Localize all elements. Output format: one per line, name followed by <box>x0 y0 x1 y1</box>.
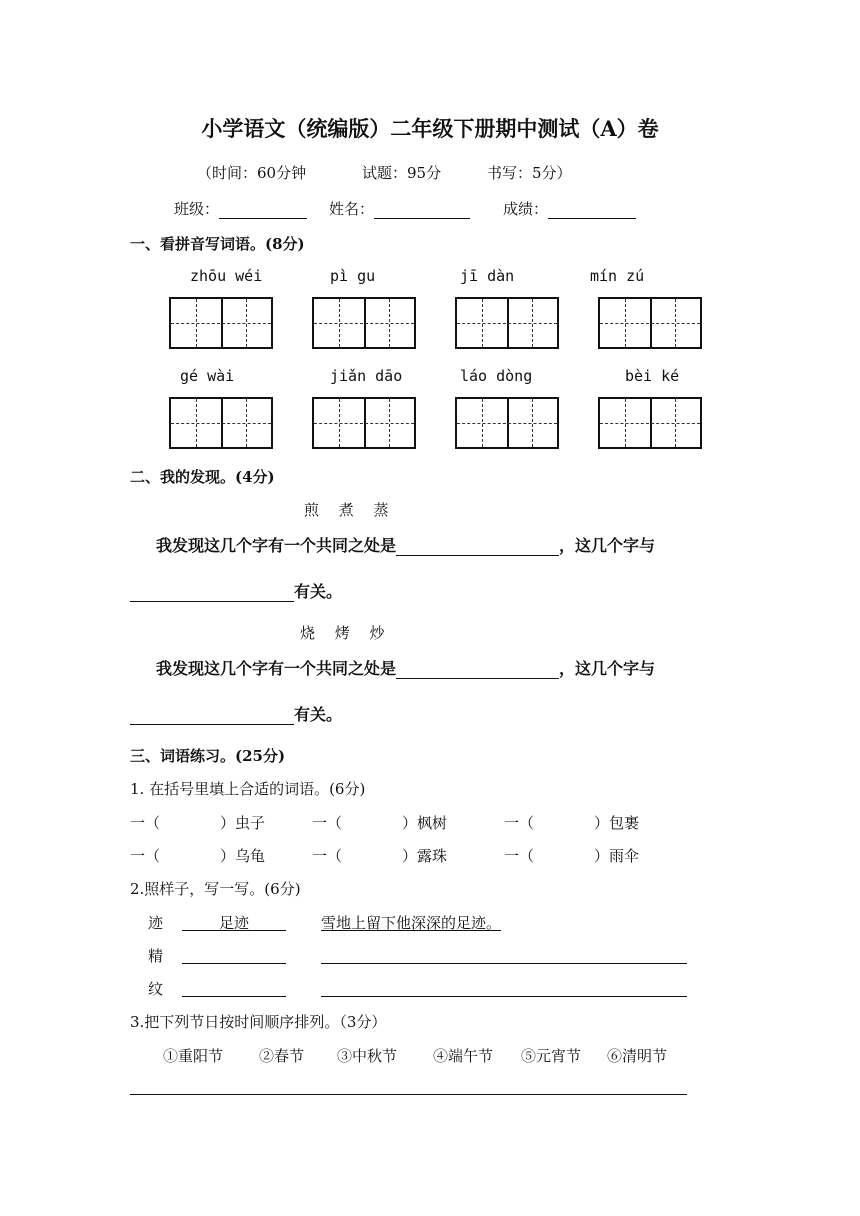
sentence-blank[interactable] <box>321 963 687 964</box>
discovery-prompt-text: 我发现这几个字有一个共同之处是 <box>156 659 397 678</box>
writing-grid[interactable] <box>598 397 702 449</box>
festival-item: ⑤元宵节 <box>521 1047 582 1065</box>
answer-blank[interactable] <box>396 661 559 679</box>
class-field[interactable] <box>174 198 307 219</box>
section2-heading: 二、我的发现。(4分) <box>130 468 275 486</box>
class-blank[interactable] <box>219 202 307 219</box>
character-group: 煎 煮 蒸 <box>304 501 389 519</box>
sentence-blank[interactable] <box>321 996 687 997</box>
pinyin-label: jī dàn <box>460 267 515 285</box>
discovery-prompt-end: ，这几个字与 <box>559 659 656 678</box>
answer-blank[interactable] <box>396 538 559 556</box>
exam-time: （时间：60分钟 <box>197 164 307 182</box>
discovery-prompt-cont <box>130 702 342 725</box>
answer-blank[interactable] <box>130 707 294 725</box>
fill-word-item[interactable]: 一（ ）乌龟 <box>130 847 266 865</box>
fill-word-item[interactable]: 一（ ）枫树 <box>312 814 448 832</box>
section1-heading: 一、看拼音写词语。(8分) <box>130 235 305 253</box>
example-char: 迹 <box>148 914 164 932</box>
writing-grid[interactable] <box>312 397 416 449</box>
word-blank[interactable] <box>182 996 286 997</box>
discovery-prompt-suffix: 有关。 <box>294 705 343 724</box>
name-blank[interactable] <box>374 202 470 219</box>
discovery-prompt-cont <box>130 579 342 602</box>
ordering-answer-line[interactable] <box>130 1094 687 1095</box>
exam-writing-points: 书写：5分） <box>487 164 572 182</box>
class-label: 班级： <box>174 200 220 218</box>
fill-word-item[interactable]: 一（ ）露珠 <box>312 847 448 865</box>
page-title: 小学语文（统编版）二年级下册期中测试（A）卷 <box>201 116 659 141</box>
discovery-prompt <box>156 533 655 556</box>
festival-item: ③中秋节 <box>337 1047 398 1065</box>
writing-grid[interactable] <box>455 297 559 349</box>
answer-blank[interactable] <box>130 584 294 602</box>
fill-word-item[interactable]: 一（ ）雨伞 <box>504 847 640 865</box>
score-label: 成绩： <box>503 200 549 218</box>
character-group: 烧 烤 炒 <box>300 624 385 642</box>
writing-grid[interactable] <box>455 397 559 449</box>
score-field[interactable] <box>503 198 636 219</box>
pinyin-label: zhōu wéi <box>190 267 263 285</box>
example-sentence: 雪地上留下他深深的足迹。 <box>321 914 502 932</box>
discovery-prompt-text: 我发现这几个字有一个共同之处是 <box>156 536 397 555</box>
q2-heading: 2.照样子，写一写。(6分) <box>130 880 301 898</box>
pinyin-label: gé wài <box>180 367 235 385</box>
festival-item: ④端午节 <box>433 1047 494 1065</box>
word-blank[interactable] <box>182 963 286 964</box>
pinyin-label: mín zú <box>590 267 645 285</box>
writing-grid[interactable] <box>598 297 702 349</box>
pinyin-label: láo dòng <box>460 367 533 385</box>
example-word: 足迹 <box>182 912 286 931</box>
name-label: 姓名： <box>329 200 375 218</box>
practice-char: 纹 <box>148 980 164 998</box>
exam-question-points: 试题：95分 <box>362 164 442 182</box>
score-blank[interactable] <box>548 202 636 219</box>
pinyin-label: jiǎn dāo <box>330 367 403 385</box>
q1-heading: 1. 在括号里填上合适的词语。(6分) <box>130 780 366 798</box>
q3-heading: 3.把下列节日按时间顺序排列。（3分） <box>130 1013 387 1031</box>
discovery-prompt <box>156 656 655 679</box>
section3-heading: 三、词语练习。(25分) <box>130 747 286 765</box>
festival-item: ⑥清明节 <box>607 1047 668 1065</box>
name-field[interactable] <box>329 198 470 219</box>
writing-grid[interactable] <box>312 297 416 349</box>
festival-item: ①重阳节 <box>163 1047 224 1065</box>
pinyin-label: bèi ké <box>625 367 680 385</box>
pinyin-label: pì gu <box>330 267 376 285</box>
discovery-prompt-end: ，这几个字与 <box>559 536 656 555</box>
fill-word-item[interactable]: 一（ ）包裹 <box>504 814 640 832</box>
practice-char: 精 <box>148 947 164 965</box>
discovery-prompt-suffix: 有关。 <box>294 582 343 601</box>
writing-grid[interactable] <box>169 397 273 449</box>
writing-grid[interactable] <box>169 297 273 349</box>
festival-item: ②春节 <box>259 1047 305 1065</box>
fill-word-item[interactable]: 一（ ）虫子 <box>130 814 266 832</box>
